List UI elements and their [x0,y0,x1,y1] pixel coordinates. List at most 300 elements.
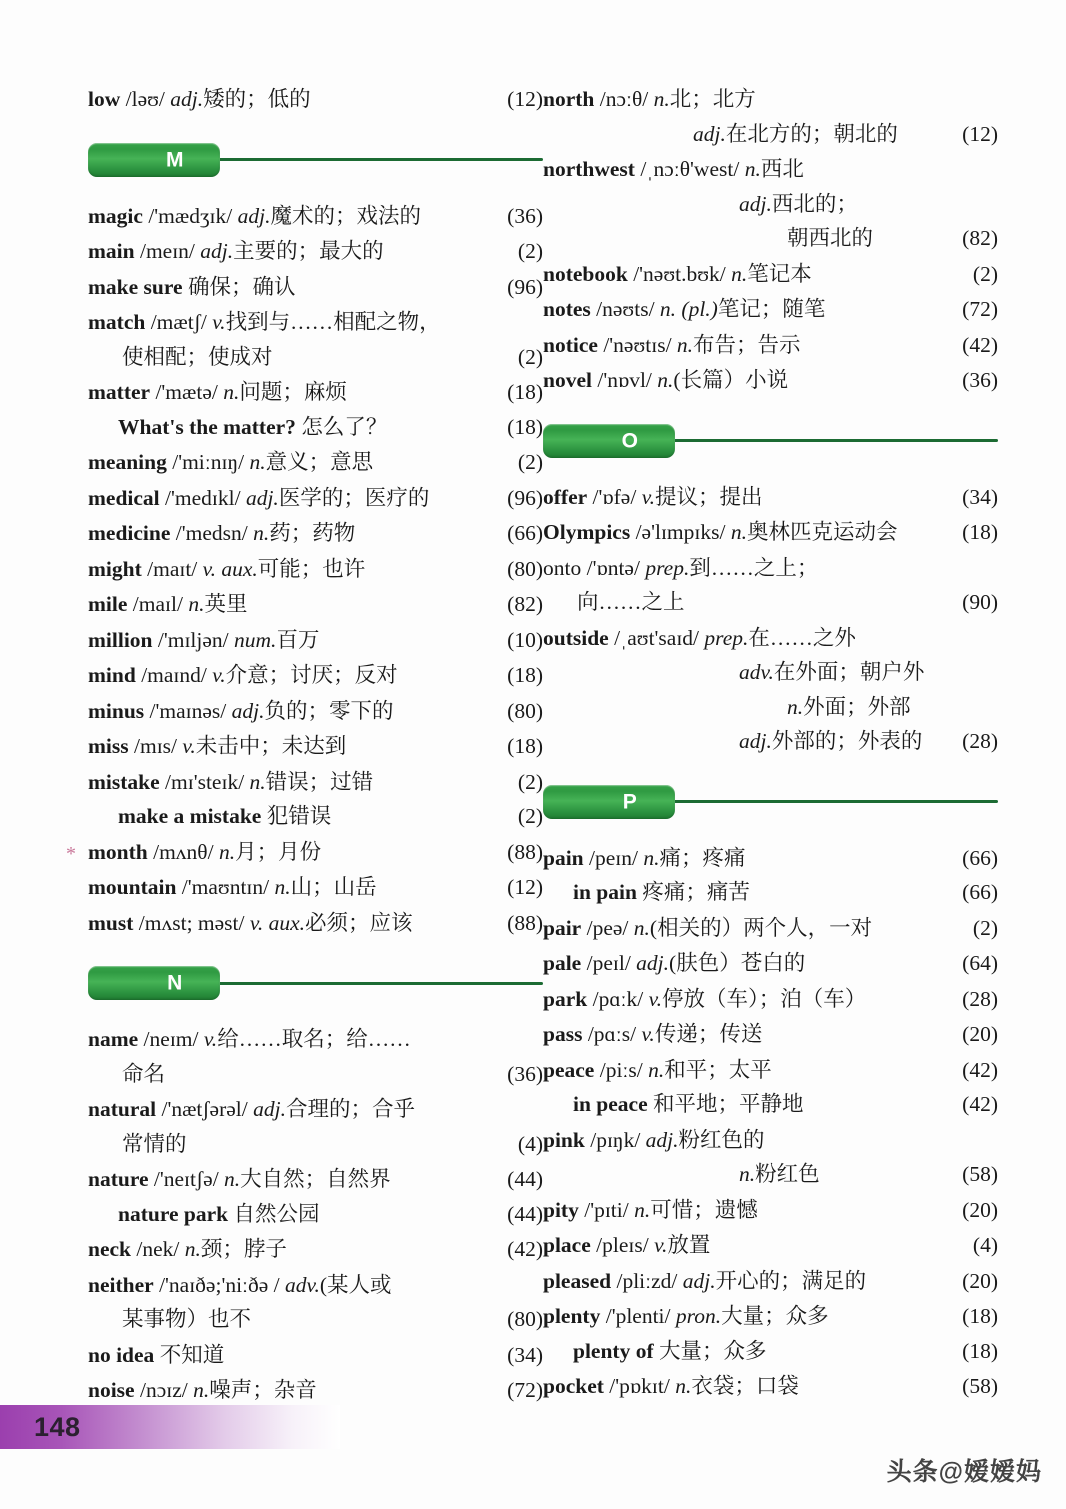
definition: 不知道 [154,1342,225,1367]
entry-text [88,1022,411,1057]
definition: 西北的； [771,191,858,216]
definition: (相关的）两个人，一对 [649,915,873,940]
glossary-entry-pity [543,1193,998,1228]
entry-text [88,1197,320,1232]
headword: name [88,1027,139,1051]
part-of-speech: v. [648,1233,668,1257]
entry-text [543,480,763,515]
page-number: 148 [34,1412,81,1442]
headword: place [543,1233,591,1257]
pronunciation: /mætʃ/ [145,310,207,334]
page-reference: (42) [507,1237,543,1261]
part-of-speech: prep. [639,555,690,580]
glossary-entry-medicine [88,516,543,551]
entry-text [543,982,866,1017]
headword: meaning [88,450,167,474]
definition: 大量；众多 [653,1338,767,1363]
entry-line [543,1264,998,1299]
section-divider [669,439,998,442]
entry-line [543,152,998,187]
headword: pocket [543,1374,604,1398]
section-letter: P [622,790,638,813]
glossary-entry-noise [88,1373,543,1408]
glossary-entry-mountain [88,870,543,905]
headword: million [88,627,153,652]
headword: What's the matter? [118,414,296,439]
letter-badge [88,966,220,1000]
headword: northwest [543,157,635,181]
page-reference: (66) [962,880,998,904]
section-divider [214,158,543,161]
glossary-entry-neck [88,1232,543,1267]
definition: 意义；意思 [265,450,374,474]
entry-line [88,375,543,410]
page-reference: (36) [507,1061,543,1086]
entry-text [543,328,801,363]
entry-line [88,1232,543,1267]
definition: 粉红色的 [678,1127,765,1152]
part-of-speech: n. [637,845,660,870]
entry-text [88,906,413,941]
entry-text [88,410,387,445]
page-reference: (18) [962,520,998,544]
definition: 可惜；遗憾 [650,1197,758,1222]
definition: (某人或 [319,1272,392,1297]
section-header-o [543,424,998,458]
glossary-entry-pain [543,841,998,910]
page-reference: (72) [962,297,998,321]
pronunciation: /pliːzd/ [611,1268,678,1293]
part-of-speech: adj. [630,951,670,975]
definition: (肤色）苍白的 [669,951,806,975]
entry-line [88,445,543,480]
glossary-entry-pocket [543,1369,998,1404]
definition: 痛；疼痛 [659,845,746,870]
part-of-speech: n. [651,368,674,392]
definition: 犯错误 [261,804,332,828]
pronunciation: /ˌaʊt'saɪd/ [608,625,700,650]
entry-text [88,234,384,269]
pronunciation: /'naɪðə;'niːðə / [153,1272,280,1297]
definition: 在北方的；朝北的 [725,121,898,146]
pronunciation: /'medɪkl/ [159,485,241,510]
headword: minus [88,698,145,723]
entry-line [88,82,543,117]
definition: 朝西北的 [787,226,874,250]
headword: match [88,310,146,334]
part-of-speech: n. [247,521,270,545]
entry-text [88,481,429,516]
page-reference: (96) [507,274,543,299]
glossary-entry-pleased [543,1264,998,1299]
glossary-entry-must [88,906,543,941]
glossary-entry-minus [88,694,543,729]
entry-line [88,623,543,658]
page-reference: (36) [962,368,998,392]
glossary-entry-mind [88,658,543,693]
glossary-entry-name [88,1022,543,1091]
glossary-entry-offer [543,480,998,515]
glossary-entry-pale [543,946,998,981]
page-reference: (18) [507,663,543,687]
part-of-speech: adj. [240,485,279,510]
definition: 传递；传送 [654,1022,763,1046]
entry-text [543,621,856,656]
page-reference: (28) [962,986,998,1011]
entry-line [543,1017,998,1052]
headword: pale [543,951,582,975]
headword: pink [543,1127,585,1152]
definition: 外面；外部 [803,694,911,719]
pronunciation: /'maɪnəs/ [144,698,227,723]
definition: 到……之上； [689,555,819,580]
glossary-entry-north [543,82,998,151]
entry-line [543,1087,998,1122]
pronunciation: /'ɒntə/ [581,555,640,580]
part-of-speech: adj. [739,191,772,216]
glossary-entry-matter [88,375,543,444]
headword: plenty of [573,1338,654,1363]
definition: 开心的；满足的 [715,1268,867,1293]
headword: Olympics [543,520,631,544]
glossary-entry-pair [543,911,998,946]
entry-line [88,906,543,941]
page-reference: (80) [507,1307,543,1331]
entry-text [88,305,441,340]
page-reference: (66) [507,521,543,545]
entry-text [543,1193,758,1228]
page-reference: (2) [517,344,543,369]
entry-text [88,623,319,658]
entry-line [88,835,543,870]
definition: 问题；麻烦 [239,380,347,404]
page-reference: (20) [962,1197,998,1222]
entry-text [543,690,911,725]
entry-line [543,585,998,620]
headword: pain [543,845,584,870]
glossary-entry-nature [88,1162,543,1231]
part-of-speech: n. [628,915,650,940]
definition: 确保；确认 [182,274,296,299]
entry-line [543,1053,998,1088]
headword: onto [543,555,582,580]
pronunciation: /nəʊts/ [590,297,655,321]
entry-line [543,292,998,327]
entry-line [88,765,543,800]
definition: 某事物）也不 [122,1307,252,1331]
definition: (长篇）小说 [673,368,789,392]
entry-text [88,1268,392,1303]
entry-line [88,694,543,729]
entry-text [543,1157,820,1192]
definition: 和平；太平 [664,1057,772,1082]
definition: 北；北方 [669,87,756,111]
part-of-speech: v. [636,1022,655,1046]
pronunciation: /'neɪtʃə/ [148,1167,219,1191]
glossary-entry-olympics [543,515,998,550]
entry-text [88,1373,317,1408]
definition: 外部的；外表的 [771,729,923,753]
glossary-entry-novel [543,363,998,398]
page-reference: (2) [972,915,998,940]
page-reference: (18) [962,1338,998,1363]
page-reference: (10) [507,627,543,652]
headword: mile [88,592,128,616]
part-of-speech: v. [177,734,196,758]
entry-line [543,724,998,759]
page-reference: (2) [517,804,543,828]
page-reference: (4) [972,1233,998,1257]
headword: main [88,239,135,263]
headword: mind [88,663,136,687]
pronunciation: /'nætʃərəl/ [156,1097,248,1121]
part-of-speech: n. [628,1197,651,1222]
entry-text [543,1123,765,1158]
entry-text [543,655,924,690]
entry-text [88,1338,224,1373]
definition: 和平地；平静地 [647,1092,804,1116]
glossary-entry-mistake [88,765,543,834]
glossary-entry-plenty [543,1299,998,1368]
pronunciation: /pɪŋk/ [584,1127,641,1152]
page-reference: (42) [962,1092,998,1116]
glossary-entry-notice [543,328,998,363]
entry-text [543,875,750,910]
headword: nature park [118,1201,229,1226]
glossary-entry-natural [88,1092,543,1161]
entry-line [543,1123,998,1158]
entry-text [543,1334,767,1369]
entry-line [88,1197,543,1232]
entry-line [88,1057,543,1092]
entry-line [543,221,998,256]
pronunciation: /ˌnɔːθ'west/ [634,157,740,181]
page-reference: (88) [507,839,543,864]
glossary-entry-mile [88,587,543,622]
definition: 笔记；随笔 [717,297,826,321]
headword: notice [543,332,598,357]
part-of-speech: prep. [699,625,749,650]
part-of-speech: n. [217,380,240,404]
glossary-entry-notes [543,292,998,327]
entry-line [88,340,543,375]
definition: 矮的；低的 [203,87,311,111]
definition: 怎么了？ [295,414,388,439]
entry-text [543,911,872,946]
part-of-speech: adj. [194,239,234,263]
entry-text [543,724,922,759]
headword: pair [543,915,582,940]
part-of-speech: n. [787,694,804,719]
section-letter: M [166,148,184,171]
part-of-speech: v. [206,663,226,687]
letter-badge [543,424,675,458]
pronunciation: /'nəʊt.bʊk/ [627,261,726,286]
entry-line [88,1092,543,1127]
pronunciation: /mʌst; məst/ [133,910,245,935]
definition: 大自然；自然界 [240,1167,391,1191]
page-reference: (72) [507,1378,543,1402]
pronunciation: /'nɒvl/ [591,368,652,392]
headword: in pain [573,880,637,904]
pronunciation: /'miːnɪŋ/ [166,450,245,474]
definition: 自然公园 [228,1201,320,1226]
glossary-entry-match [88,305,543,374]
pronunciation: /piːs/ [594,1057,643,1082]
part-of-speech: n. [725,520,747,544]
definition: 使相配；使成对 [122,344,273,369]
entry-text [543,1017,762,1052]
entry-line [543,1369,998,1404]
definition: 魔术的；戏法的 [270,203,421,228]
entry-text [543,187,858,222]
entry-text [543,152,804,187]
part-of-speech: n. [244,769,266,794]
definition: 百万 [276,627,320,652]
pronunciation: /pleɪs/ [590,1233,649,1257]
definition: 布告；告示 [693,332,801,357]
glossary-entry-park [543,982,998,1017]
headword: noise [88,1378,135,1402]
entry-line [543,1334,998,1369]
page-reference: (20) [962,1022,998,1046]
part-of-speech: n. [179,1237,201,1261]
entry-text [88,765,373,800]
entry-text [88,340,273,375]
definition: 停放（车）；泊（车） [661,986,867,1011]
definition: 错误；过错 [265,769,374,794]
glossary-entry-meaning [88,445,543,480]
pronunciation: /'maʊntɪn/ [176,875,270,899]
part-of-speech: adv. [739,660,774,684]
part-of-speech: adj. [232,203,271,228]
part-of-speech: n. [739,1162,756,1186]
entry-line [88,1338,543,1373]
pronunciation: /nɔɪz/ [134,1378,188,1402]
entry-line [88,270,543,305]
definition: 月；月份 [235,839,322,864]
definition: 在……之外 [748,625,856,650]
glossary-entry-might [88,552,543,587]
page-reference: (58) [962,1374,998,1398]
pronunciation: /peɪn/ [583,845,638,870]
entry-text [88,1057,165,1092]
entry-line [543,551,998,586]
definition: 奥林匹克运动会 [746,520,898,544]
glossary-entry-make-sure [88,270,543,305]
entry-line [543,911,998,946]
entry-line [88,799,543,834]
headword: plenty [543,1304,601,1328]
glossary-entry-main [88,234,543,269]
entry-line [88,870,543,905]
part-of-speech: adj. [247,1097,286,1121]
headword: low [88,87,121,111]
part-of-speech: n. [187,1378,210,1402]
glossary-entry-outside [543,621,998,759]
section-divider [214,982,543,985]
pronunciation: /peɪl/ [581,951,631,975]
part-of-speech: adj. [693,121,726,146]
page-reference: (36) [507,203,543,228]
entry-line [543,328,998,363]
pronunciation: /nek/ [131,1237,180,1261]
entry-line [88,234,543,269]
pronunciation: /mʌnθ/ [147,839,214,864]
part-of-speech: adj. [677,1268,716,1293]
entry-text [88,82,311,117]
section-letter: N [167,971,183,995]
entry-text [543,82,756,117]
entry-text [88,516,355,551]
entry-text [88,199,421,234]
entry-text [543,1264,866,1299]
pronunciation: /'pɪti/ [578,1197,629,1222]
entry-line [543,363,998,398]
headword: outside [543,625,609,650]
section-header-n [88,966,543,1000]
entry-text [88,1127,187,1162]
part-of-speech: n. (pl.) [654,297,718,321]
definition: 提议；提出 [655,484,763,509]
definition: 介意；讨厌；反对 [225,663,398,687]
entry-line [88,587,543,622]
definition: 合理的；合乎 [285,1097,415,1121]
definition: 主要的；最大的 [233,239,384,263]
entry-line [543,946,998,981]
pronunciation: /'mɪljən/ [152,627,229,652]
entry-text [88,270,295,305]
pronunciation: /maɪt/ [141,556,198,581]
entry-line [543,841,998,876]
entry-line [543,690,998,725]
pronunciation: /'nəʊtɪs/ [597,332,672,357]
headword: might [88,556,142,581]
part-of-speech: adj. [164,87,204,111]
part-of-speech: n. [671,332,694,357]
definition: 常情的 [122,1131,187,1156]
glossary-entry-place [543,1228,998,1263]
entry-text [543,1087,804,1122]
pronunciation: /'mætə/ [150,380,218,404]
pronunciation: /'mædʒɪk/ [142,203,233,228]
left-column [66,0,543,1409]
entry-text [543,221,873,256]
glossary-entry-medical [88,481,543,516]
entry-line [88,199,543,234]
entry-text [88,587,247,622]
pronunciation: /'pɒkɪt/ [603,1374,670,1398]
section-letter: O [621,429,639,452]
entry-text [88,658,398,693]
pronunciation: /'medsn/ [170,521,248,545]
entry-text [88,1092,415,1127]
page-reference: (2) [517,239,543,263]
headword: make a mistake [118,804,262,828]
entry-text [543,1053,772,1088]
page-reference: (2) [517,450,543,474]
page-reference: (80) [507,556,543,581]
entry-text [543,257,812,292]
headword: in peace [573,1092,648,1116]
entry-text [543,292,825,327]
entry-text [88,1162,391,1197]
part-of-speech: n. [218,1167,241,1191]
headword: magic [88,203,143,228]
entry-line [543,621,998,656]
headword: mistake [88,769,160,794]
page-reference: (18) [962,1304,998,1328]
